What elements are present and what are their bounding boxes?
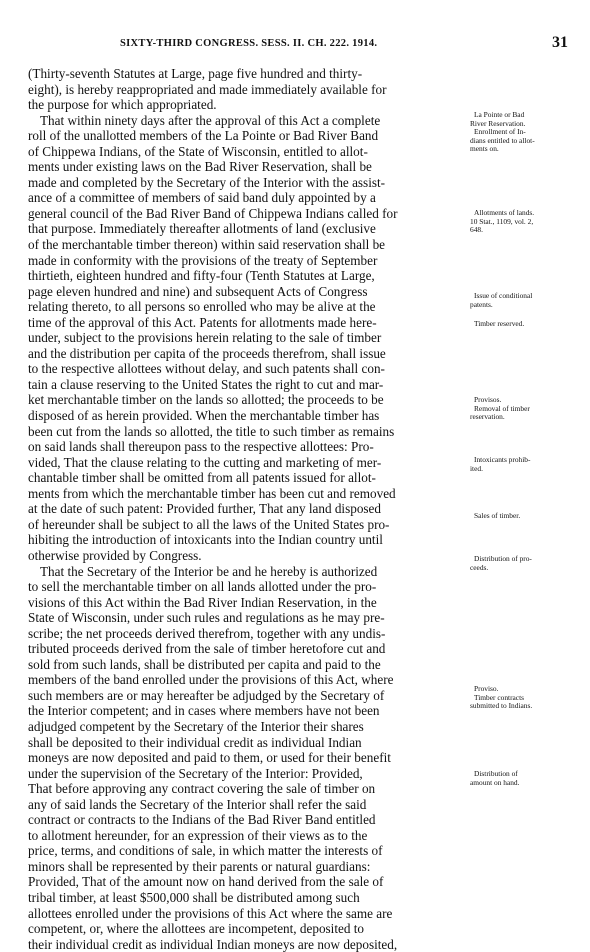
text-line: tribal timber, at least $500,000 shall be distributed among such [28,889,360,905]
text-line: any of said lands the Secretary of the Interior shall refer the said [28,796,367,812]
text-line: hibiting the introduction of intoxicants into the Indian country until [28,532,383,548]
text-line: sold from such lands, shall be distributed per capita and paid to the [28,656,381,672]
text-line: their individual credit as individual Indian moneys are now deposited, [28,936,398,952]
margin-note-line: La Pointe or Bad [474,110,525,119]
text-line: moneys are now deposited and paid to them, or used for their benefit [28,750,391,766]
text-line: thirtieth, eighteen hundred and fifty-four (Tenth Statutes at Large, [28,268,375,284]
text-line: visions of this Act within the Bad River Indian Reservation, in the [28,594,377,610]
text-line: general council of the Bad River Band of Chippewa Indians called for [28,205,398,221]
margin-note-line: Timber contracts [474,692,525,702]
text-line: ments from which the merchantable timber has been cut and removed [28,485,396,501]
margin-note [470,111,580,154]
text-line: tain a clause reserving to the United States the right to cut and mar- [28,376,384,392]
text-line: page eleven hundred and nine) and subsequent Acts of Congress [28,283,368,299]
text-line: under, subject to the provisions herein relating to the sale of timber [28,330,382,346]
text-line: That the Secretary of the Interior be and he hereby is authorized [40,563,378,579]
text-line: ments under existing laws on the Bad River Reservation, shall be [28,159,372,175]
margin-note-line: ited. [470,463,483,473]
text-line: the Interior competent; and in cases where members have not been [28,703,380,719]
text-line: been cut from the lands so allotted, the title to such timber as remains [28,423,395,439]
text-line: contract or contracts to the Indians of the Bad River Band entitled [28,812,376,828]
margin-note-line: Distribution of [474,769,518,778]
text-line: to sell the merchantable timber on all lands allotted under the pro- [28,579,377,595]
text-line: That before approving any contract covering the sale of timber on [28,781,376,797]
margin-note-line: patents. [470,299,493,309]
text-line: ket merchantable timber on the lands so allotted; the proceeds to be [28,392,384,408]
running-header [28,34,568,54]
margin-note-line: Distribution of pro- [474,554,532,563]
margin-note-line: River Reservation. [470,118,526,128]
statute-text [28,66,468,952]
margin-note [470,320,580,329]
text-line: under the supervision of the Secretary of the Interior: Provided, [28,765,363,781]
margin-note-line: dians entitled to allot- [470,135,535,145]
text-line: State of Wisconsin, under such rules and regulations as he may pre- [28,610,385,626]
text-line: adjudged competent by the Secretary of the Interior their shares [28,718,364,734]
margin-note [470,209,580,235]
margin-note [470,512,580,521]
text-line: to allotment hereunder, for an expression of their views as to the [28,827,368,843]
margin-note-line: Sales of timber. [474,511,521,520]
text-line: otherwise provided by Congress. [28,547,202,563]
margin-note-line: amount on hand. [470,777,520,787]
text-line: the purpose for which appropriated. [28,97,217,113]
text-line: that purpose. Immediately thereafter allotments of land (exclusive [28,221,376,237]
margin-note-line: Timber reserved. [474,319,525,328]
margin-note [470,555,580,572]
margin-note-line: Proviso. [474,684,499,693]
text-line: of the merchantable timber thereon) within said reservation shall be [28,237,386,253]
text-line: roll of the unallotted members of the La Pointe or Bad River Band [28,128,379,144]
text-line: such members are or may hereafter be adjudged by the Secretary of [28,687,385,703]
text-line: tributed proceeds derived from the sale of timber heretofore cut and [28,641,386,657]
text-line: of Chippewa Indians, of the State of Wisconsin, entitled to allot- [28,143,368,159]
margin-note [470,770,580,787]
text-line: ance of a committee of members of said band duly appointed by a [28,190,376,206]
margin-note-line: Removal of timber [474,403,530,413]
text-line: chantable timber shall be omitted from all patents issued for allot- [28,470,376,486]
text-line: eight), is hereby reappropriated and made immediately available for [28,81,387,97]
margin-note-line: submitted to Indians. [470,701,533,711]
text-line: time of the approval of this Act. Patents for allotments made here- [28,314,377,330]
text-line: price, terms, and conditions of sale, in which matter the interests of [28,843,383,859]
margin-note-line: 648. [470,225,483,235]
text-line: shall be deposited to their individual credit as individual Indian [28,734,362,750]
margin-note [470,292,580,309]
margin-note-line: reservation. [470,412,505,422]
margin-note-line: Enrollment of In- [474,127,526,137]
text-line: allottees enrolled under the provisions of this Act where the same are [28,905,393,921]
text-line: minors shall be represented by their parents or natural guardians: [28,858,371,874]
text-line: vided, That the clause relating to the cutting and marketing of mer- [28,454,382,470]
text-line: scribe; the net proceeds derived therefrom, together with any undis- [28,625,386,641]
text-line: That within ninety days after the approval of this Act a complete [40,112,381,128]
text-line: made in conformity with the provisions of the treaty of September [28,252,378,268]
text-line: of hereunder shall be subject to all the laws of the United States pro- [28,516,390,532]
page-number: 31 [552,34,568,51]
text-line: disposed of as herein provided. When the merchantable timber has [28,408,380,424]
text-line: made and completed by the Secretary of the Interior with the assist- [28,174,386,190]
margin-note-line: 10 Stat., 1109, vol. 2, [470,216,534,226]
margin-note [470,396,580,422]
margin-note-line: ments on. [470,144,499,154]
text-line: members of the band enrolled under the provisions of this Act, where [28,672,394,688]
margin-note [470,685,580,711]
margin-note-line: Provisos. [474,395,502,404]
text-line: at the date of such patent: Provided further, That any land disposed [28,501,381,517]
text-line: competent, or, where the allottees are incompetent, deposited to [28,921,364,937]
text-line: relating thereto, to all persons so enrolled who may be alive at the [28,299,376,315]
margin-note-line: ceeds. [470,562,489,572]
margin-note-line: Issue of conditional [474,291,533,300]
text-line: and the distribution per capita of the proceeds therefrom, shall issue [28,345,386,361]
margin-note-line: Allotments of lands. [474,208,535,217]
text-line: to the respective allottees without delay, and such patents shall con- [28,361,385,377]
margin-note-line: Intoxicants prohib- [474,455,531,464]
text-line: on said lands shall thereupon pass to the respective allottees: Pro- [28,439,374,455]
margin-note [470,456,580,473]
text-line: Provided, That of the amount now on hand derived from the sale of [28,874,384,890]
text-line: (Thirty-seventh Statutes at Large, page five hundred and thirty- [28,66,363,81]
running-head-title: SIXTY-THIRD CONGRESS. SESS. II. CH. 222. 1914. [120,38,378,49]
